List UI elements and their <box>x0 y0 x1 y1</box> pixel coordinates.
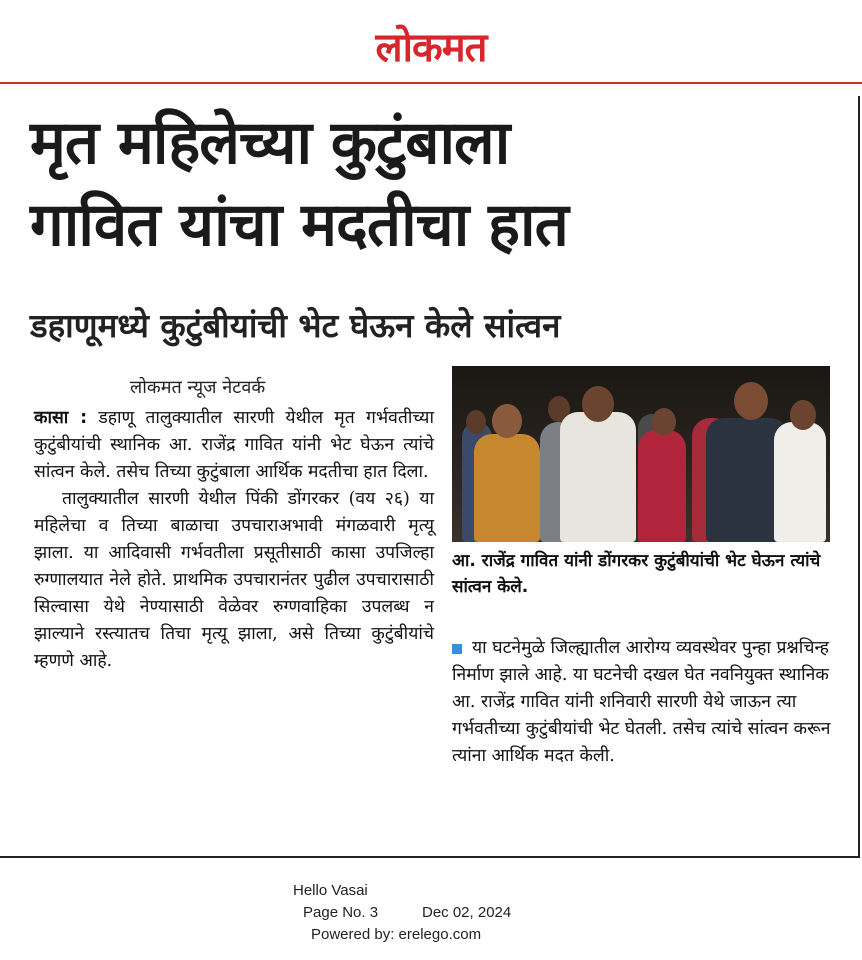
news-photo <box>452 366 830 542</box>
paragraph-1-text: डहाणू तालुक्यातील सारणी येथील मृत गर्भवतीच्या कुटुंबीयांची स्थानिक आ. राजेंद्र गावित यांनी भेट घेऊन त्यांचे सांत्वन केले. तसेच तिच्या कुटुंबाला आर्थिक मदतीचा हात दिला. <box>34 408 434 482</box>
paragraph-2: तालुक्यातील सारणी येथील पिंकी डोंगरकर (वय २६) या महिलेचा व तिच्या बाळाचा उपचाराअभावी मंगळवारी मृत्यू झाला. या आदिवासी गर्भवतीला प्रसूतीसाठी कासा उपजिल्हा रुग्णालयात नेले होते. प्राथमिक उपचारानंतर पुढील उपचारासाठी सिल्वासा येथे नेण्यासाठी वेळेवर रुग्णवाहिका उपलब्ध न झाल्याने रस्त्यातच तिचा मृत्यू झाला, असे तिच्या कुटुंबीयांचे म्हणणे आहे. <box>34 489 434 671</box>
headline-line-2: गावित यांचा मदतीचा हात <box>30 190 568 260</box>
masthead <box>0 0 862 84</box>
headline-line-1: मृत महिलेच्या कुटुंबाला <box>30 108 510 178</box>
newspaper-logo: लोकमत <box>375 25 487 71</box>
dateline: कासा : <box>34 408 88 428</box>
article-body-left <box>34 405 434 675</box>
footer-date: Dec 02, 2024 <box>422 904 512 921</box>
footer-page-number: Page No. 3 <box>303 904 379 921</box>
photo-caption: आ. राजेंद्र गावित यांनी डोंगरकर कुटुंबीयांची भेट घेऊन त्यांचे सांत्वन केले. <box>452 551 821 597</box>
footer-edition: Hello Vasai <box>293 882 368 899</box>
footer-powered-by: Powered by: erelego.com <box>311 926 482 943</box>
subheadline: डहाणूमध्ये कुटुंबीयांची भेट घेऊन केले सांत्वन <box>30 306 561 345</box>
article-body-right <box>452 635 832 770</box>
headline <box>30 102 840 266</box>
bullet-square-icon <box>452 644 462 654</box>
paragraph-3: या घटनेमुळे जिल्ह्यातील आरोग्य व्यवस्थेवर पुन्हा प्रश्नचिन्ह निर्माण झाले आहे. या घटनेची दखल घेत नवनियुक्त स्थानिक आ. राजेंद्र गावित यांनी शनिवारी सारणी येथे जाऊन त्या गर्भवतीच्या कुटुंबीयांची भेट घेतली. तसेच त्यांचे सांत्वन करून त्यांना आर्थिक मदत केली. <box>452 638 831 766</box>
paragraph-1 <box>34 405 434 486</box>
masthead-rule <box>0 82 862 84</box>
byline: लोकमत न्यूज नेटवर्क <box>130 377 266 398</box>
